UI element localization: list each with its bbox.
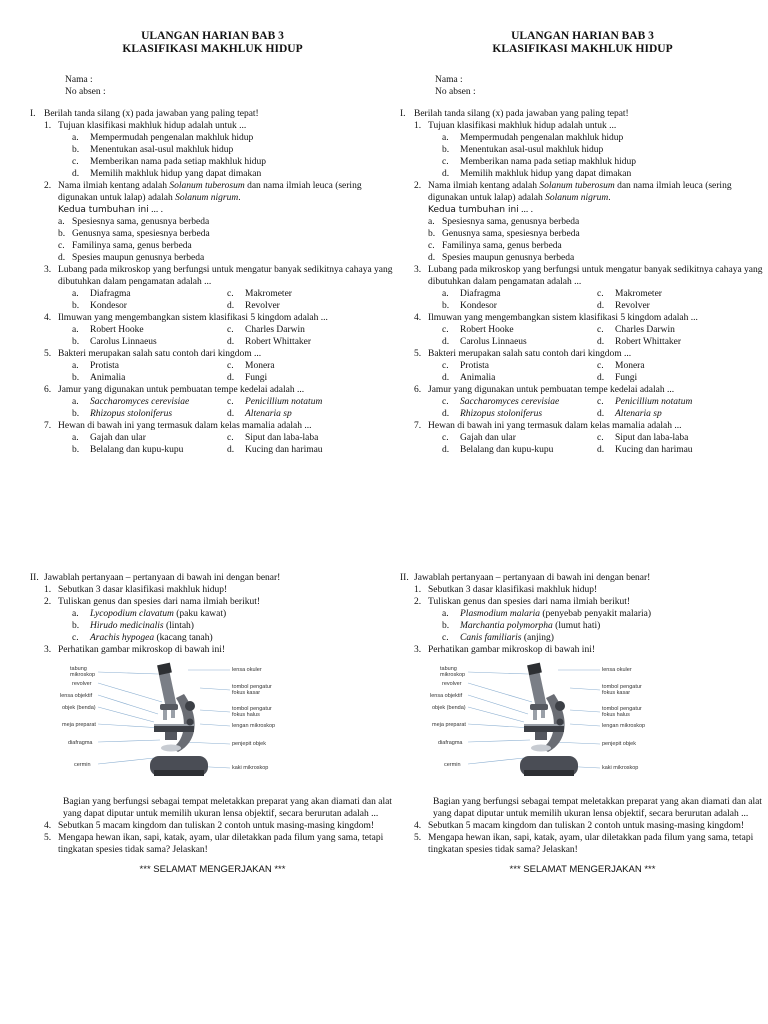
- answer-option: d. Carolus Linnaeus: [442, 337, 527, 347]
- question-note: Kedua tumbuhan ini: [428, 205, 519, 215]
- question-5: 5. Bakteri merupakan salah satu contoh dari kingdom ... a. Protista c. Monera b. Animalia d. Fungi: [44, 348, 395, 384]
- question-list: [400, 120, 765, 456]
- question-3: 3. Lubang pada mikroskop yang berfungsi untuk mengatur banyak sedikitnya cahaya yang dibutuhkan dalam pengamatan adalah ... a. Diafragma c. Makrometer b. Kondesor d. Revolver: [414, 265, 763, 311]
- essay-question-2: 2. Tuliskan genus dan spesies dari nama ilmiah berikut! a. Plasmodium malaria (penyebab penyakit malaria) b. Marchantia polymorpha (lumut hati) c. Canis familiaris (anjing): [414, 596, 765, 644]
- question-text: Ilmuwan yang mengembangkan sistem klasifikasi 5 kingdom adalah ...: [58, 313, 328, 323]
- answer-option: c. Charles Darwin: [227, 325, 305, 335]
- label-cermin: cermin: [74, 762, 91, 768]
- label-objek: objek (benda): [62, 705, 96, 711]
- section-essay: II. Jawablah pertanyaan – pertanyaan di bawah ini dengan benar! 1. Sebutkan 3 dasar klasifikasi makhluk hidup! 2. Tuliskan genus dan spesies dari nama ilmiah berikut! a. Lycopodium clavatum (paku kawat) b. Hirudo medicinalis (lintah) c. Arachis hypogea (kacang tanah) 3. Perhatikan gambar mikroskop di bawah ini! tabung mikroskop revolver lensa objektif objek (benda) meja preparat diafragma cermin lensa okuler tombol pengatur fokus kasar tombol pengatur fokus halus lengan mikroskop penjepit objek kaki mikroskop Bagian yang berfungsi sebagai tempat meletakkan preparat yang akan diamati dan alat yang dapat diputar untuk memilih ukuran lensa objektif, secara berurutan adalah ... 4. Sebutkan 5 macam kingdom dan tuliskan 2 contoh untuk masing-masing kingdom! 5. Mengapa hewan ikan, sapi, katak, ayam, ular diletakkan pada filum yang sama, tetapi tingkatan spesies tidak sama? Jelaskan! *** SELAMAT MENGERJAKAN ***: [30, 572, 395, 876]
- essay-question-3: 3. Perhatikan gambar mikroskop di bawah ini!: [44, 645, 226, 655]
- section-instruction: Jawablah pertanyaan – pertanyaan di bawah ini dengan benar!: [44, 573, 281, 583]
- question-6: 6. Jamur yang digunakan untuk pembuatan tempe kedelai adalah ... a. Saccharomyces cerevisiae c. Penicillium notatum b. Rhizopus stoloniferus d. Altenaria sp: [44, 384, 395, 420]
- question-text: Jamur yang digunakan untuk pembuatan tempe kedelai adalah ...: [58, 385, 305, 395]
- question-text: Bakteri merupakan salah satu contoh dari kingdom ...: [58, 349, 262, 359]
- exam-sheet-right: [400, 30, 765, 876]
- answer-option: d. Animalia: [442, 373, 496, 383]
- label-revolver: revolver: [72, 681, 92, 687]
- question-5: 5. Bakteri merupakan salah satu contoh dari kingdom ... c. Protista c. Monera d. Animalia d. Fungi: [414, 348, 765, 384]
- answer-option: b. Genusnya sama, spesiesnya berbeda: [58, 229, 210, 239]
- question-1: 1. Tujuan klasifikasi makhluk hidup adalah untuk ... a. Mempermudah pengenalan makhluk hidup b. Menentukan asal-usul makhluk hidup c. Memberikan nama pada setiap makhluk hidup d. Memilih makhluk hidup yang dapat dimakan: [44, 120, 395, 180]
- essay-question-4: 4. Sebutkan 5 macam kingdom dan tuliskan 2 contoh untuk masing-masing kingdom!: [414, 821, 745, 831]
- question-note: Kedua tumbuhan ini: [58, 205, 149, 215]
- label-fokus-halus: tombol pengatur fokus halus: [602, 706, 642, 718]
- answer-option: c. Siput dan laba-laba: [597, 433, 689, 443]
- answer-option: c. Penicillium notatum: [597, 397, 693, 407]
- section-multiple-choice: [30, 108, 395, 456]
- label-fokus-kasar: tombol pengatur fokus kasar: [232, 684, 272, 696]
- sub-item: c. Arachis hypogea (kacang tanah): [72, 633, 213, 643]
- answer-option: d. Fungi: [597, 373, 638, 383]
- answer-option: a. Gajah dan ular: [72, 433, 146, 443]
- label-fokus-halus: tombol pengatur fokus halus: [232, 706, 272, 718]
- answer-option: a. Spesiesnya sama, genusnya berbeda: [428, 217, 580, 227]
- question-text: Lubang pada mikroskop yang berfungsi untuk mengatur banyak sedikitnya cahaya yang dibutuhkan dalam pengamatan adalah ...: [428, 265, 763, 287]
- question-text: Ilmuwan yang mengembangkan sistem klasifikasi 5 kingdom adalah ...: [428, 313, 698, 323]
- question-text: Bakteri merupakan salah satu contoh dari kingdom ...: [428, 349, 632, 359]
- question-3-text: Bagian yang berfungsi sebagai tempat meletakkan preparat yang akan diamati dan alat yang dapat diputar untuk memilih ukuran lensa objektif, secara berurutan adalah ...: [63, 797, 392, 819]
- microscope-diagram: [50, 662, 375, 790]
- label-diafragma: diafragma: [438, 740, 463, 746]
- answer-option: c. Protista: [442, 361, 490, 371]
- answer-option: a. Diafragma: [442, 289, 501, 299]
- essay-question-3: 3. Perhatikan gambar mikroskop di bawah ini!: [414, 645, 596, 655]
- answer-option: b. Carolus Linnaeus: [72, 337, 157, 347]
- answer-option: d. Memilih makhluk hidup yang dapat dimakan: [72, 169, 262, 179]
- answer-option: c. Saccharomyces cerevisiae: [442, 397, 560, 407]
- question-text: Lubang pada mikroskop yang berfungsi untuk mengatur banyak sedikitnya cahaya yang dibutuhkan dalam pengamatan adalah ...: [58, 265, 393, 287]
- exam-subtitle: KLASIFIKASI MAKHLUK HIDUP: [122, 43, 303, 55]
- answer-option: d. Revolver: [597, 301, 650, 311]
- label-tabung: tabung mikroskop: [70, 666, 96, 678]
- question-text: Nama ilmiah kentang adalah Solanum tuberosum dan nama ilmiah leuca (sering digunakan untuk lalap) adalah Solanum nigrum.: [58, 181, 362, 203]
- question-text: Hewan di bawah ini yang termasuk dalam kelas mamalia adalah ...: [428, 421, 682, 431]
- section-instruction: Jawablah pertanyaan – pertanyaan di bawah ini dengan benar!: [414, 573, 651, 583]
- exam-subtitle: KLASIFIKASI MAKHLUK HIDUP: [492, 43, 673, 55]
- sub-item: b. Hirudo medicinalis (lintah): [72, 621, 194, 631]
- answer-option: c. Gajah dan ular: [442, 433, 516, 443]
- answer-option: c. Familinya sama, genus berbeda: [428, 241, 562, 251]
- answer-option: d. Spesies maupun genusnya berbeda: [58, 253, 205, 263]
- question-7: 7. Hewan di bawah ini yang termasuk dalam kelas mamalia adalah ... c. Gajah dan ular c. Siput dan laba-laba d. Belalang dan kupu-kupu d. Kucing dan harimau: [414, 420, 765, 456]
- exam-title: ULANGAN HARIAN BAB 3: [141, 30, 284, 42]
- answer-option: c. Monera: [597, 361, 645, 371]
- answer-option: c. Monera: [227, 361, 275, 371]
- label-penjepit: penjepit objek: [602, 741, 636, 747]
- answer-option: b. Menentukan asal-usul makhluk hidup: [72, 145, 234, 155]
- closing-message: *** SELAMAT MENGERJAKAN ***: [509, 864, 656, 875]
- answer-option: b. Animalia: [72, 373, 126, 383]
- question-1: 1. Tujuan klasifikasi makhluk hidup adalah untuk ... a. Mempermudah pengenalan makhluk hidup b. Menentukan asal-usul makhluk hidup c. Memberikan nama pada setiap makhluk hidup d. Memilih makhluk hidup yang dapat dimakan: [414, 120, 765, 180]
- label-meja-preparat: meja preparat: [432, 722, 466, 728]
- answer-option: d. Memilih makhluk hidup yang dapat dimakan: [442, 169, 632, 179]
- question-2: 2. Nama ilmiah kentang adalah Solanum tuberosum dan nama ilmiah leuca (sering digunakan untuk lalap) adalah Solanum nigrum. Kedua tumbuhan ini ... . a. Spesiesnya sama, genusnya berbeda b. Genusnya sama, spesiesnya berbeda c. Familinya sama, genus berbeda d. Spesies maupun genusnya berbeda: [44, 180, 395, 264]
- answer-option: b. Belalang dan kupu-kupu: [72, 445, 184, 455]
- answer-option: c. Siput dan laba-laba: [227, 433, 319, 443]
- answer-option: d. Rhizopus stoloniferus: [442, 409, 543, 419]
- answer-option: d. Kucing dan harimau: [227, 445, 323, 455]
- answer-option: b. Menentukan asal-usul makhluk hidup: [442, 145, 604, 155]
- label-fokus-kasar: tombol pengatur fokus kasar: [602, 684, 642, 696]
- label-objek: objek (benda): [432, 705, 466, 711]
- question-text: Tujuan klasifikasi makhluk hidup adalah untuk ...: [58, 121, 247, 131]
- question-6: 6. Jamur yang digunakan untuk pembuatan tempe kedelai adalah ... c. Saccharomyces cerevisiae c. Penicillium notatum d. Rhizopus stoloniferus d. Altenaria sp: [414, 384, 765, 420]
- answer-option: c. Memberikan nama pada setiap makhluk hidup: [442, 157, 636, 167]
- microscope-icon: [420, 662, 745, 790]
- answer-option: b. Kondesor: [442, 301, 497, 311]
- section-instruction: Berilah tanda silang (x) pada jawaban yang paling tepat!: [44, 109, 259, 119]
- student-number-field: No absen :: [435, 87, 476, 97]
- answer-option: c. Makrometer: [227, 289, 292, 299]
- answer-option: a. Diafragma: [72, 289, 131, 299]
- question-list: [30, 120, 395, 456]
- answer-option: d. Spesies maupun genusnya berbeda: [428, 253, 575, 263]
- question-text: Tujuan klasifikasi makhluk hidup adalah untuk ...: [428, 121, 617, 131]
- answer-option: b. Rhizopus stoloniferus: [72, 409, 173, 419]
- question-7: 7. Hewan di bawah ini yang termasuk dalam kelas mamalia adalah ... a. Gajah dan ular c. Siput dan laba-laba b. Belalang dan kupu-kupu d. Kucing dan harimau: [44, 420, 395, 456]
- essay-question-5: 5. Mengapa hewan ikan, sapi, katak, ayam, ular diletakkan pada filum yang sama, tetapi tingkatan spesies tidak sama? Jelaskan!: [414, 833, 754, 855]
- label-kaki: kaki mikroskop: [232, 765, 269, 771]
- answer-option: d. Altenaria sp: [227, 409, 292, 419]
- sub-item: a. Lycopodium clavatum (paku kawat): [72, 609, 227, 619]
- sub-item: b. Marchantia polymorpha (lumut hati): [442, 621, 601, 631]
- answer-option: c. Penicillium notatum: [227, 397, 323, 407]
- answer-option: d. Kucing dan harimau: [597, 445, 693, 455]
- question-4: 4. Ilmuwan yang mengembangkan sistem klasifikasi 5 kingdom adalah ... c. Robert Hooke c. Charles Darwin d. Carolus Linnaeus d. Robert Whittaker: [414, 312, 765, 348]
- answer-option: a. Robert Hooke: [72, 325, 144, 335]
- answer-option: b. Kondesor: [72, 301, 127, 311]
- student-name-field: Nama :: [435, 75, 463, 85]
- question-3: 3. Lubang pada mikroskop yang berfungsi untuk mengatur banyak sedikitnya cahaya yang dibutuhkan dalam pengamatan adalah ... a. Diafragma c. Makrometer b. Kondesor d. Revolver: [44, 265, 393, 311]
- label-lensa-okuler: lensa okuler: [602, 667, 632, 673]
- answer-option: a. Saccharomyces cerevisiae: [72, 397, 190, 407]
- section-instruction: Berilah tanda silang (x) pada jawaban yang paling tepat!: [414, 109, 629, 119]
- microscope-icon: [50, 662, 375, 790]
- exam-sheet-left: [30, 30, 395, 876]
- question-4: 4. Ilmuwan yang mengembangkan sistem klasifikasi 5 kingdom adalah ... a. Robert Hooke c. Charles Darwin b. Carolus Linnaeus d. Robert Whittaker: [44, 312, 395, 348]
- answer-option: d. Robert Whittaker: [227, 337, 312, 347]
- answer-option: d. Robert Whittaker: [597, 337, 682, 347]
- essay-question-1: 1. Sebutkan 3 dasar klasifikasi makhluk hidup!: [44, 585, 228, 595]
- answer-option: c. Familinya sama, genus berbeda: [58, 241, 192, 251]
- section-number: I.: [30, 109, 36, 119]
- section-essay: II. Jawablah pertanyaan – pertanyaan di bawah ini dengan benar! 1. Sebutkan 3 dasar klasifikasi makhluk hidup! 2. Tuliskan genus dan spesies dari nama ilmiah berikut! a. Plasmodium malaria (penyebab penyakit malaria) b. Marchantia polymorpha (lumut hati) c. Canis familiaris (anjing) 3. Perhatikan gambar mikroskop di bawah ini! tabung mikroskop revolver lensa objektif objek (benda) meja preparat diafragma cermin lensa okuler tombol pengatur fokus kasar tombol pengatur fokus halus lengan mikroskop penjepit objek kaki mikroskop Bagian yang berfungsi sebagai tempat meletakkan preparat yang akan diamati dan alat yang dapat diputar untuk memilih ukuran lensa objektif, secara berurutan adalah ... 4. Sebutkan 5 macam kingdom dan tuliskan 2 contoh untuk masing-masing kingdom! 5. Mengapa hewan ikan, sapi, katak, ayam, ular diletakkan pada filum yang sama, tetapi tingkatan spesies tidak sama? Jelaskan! *** SELAMAT MENGERJAKAN ***: [400, 572, 765, 876]
- exam-title: ULANGAN HARIAN BAB 3: [511, 30, 654, 42]
- label-penjepit: penjepit objek: [232, 741, 266, 747]
- answer-option: a. Protista: [72, 361, 120, 371]
- label-lengan: lengan mikroskop: [602, 723, 646, 729]
- section-number: I.: [400, 109, 406, 119]
- answer-option: a. Spesiesnya sama, genusnya berbeda: [58, 217, 210, 227]
- answer-option: d. Altenaria sp: [597, 409, 662, 419]
- answer-option: c. Makrometer: [597, 289, 662, 299]
- label-diafragma: diafragma: [68, 740, 93, 746]
- answer-option: b. Genusnya sama, spesiesnya berbeda: [428, 229, 580, 239]
- closing-message: *** SELAMAT MENGERJAKAN ***: [139, 864, 286, 875]
- sub-item: a. Plasmodium malaria (penyebab penyakit malaria): [442, 609, 652, 619]
- essay-question-4: 4. Sebutkan 5 macam kingdom dan tuliskan 2 contoh untuk masing-masing kingdom!: [44, 821, 375, 831]
- answer-option: a. Mempermudah pengenalan makhluk hidup: [442, 133, 624, 143]
- label-cermin: cermin: [444, 762, 461, 768]
- label-meja-preparat: meja preparat: [62, 722, 96, 728]
- label-kaki: kaki mikroskop: [602, 765, 639, 771]
- microscope-diagram: [420, 662, 745, 790]
- label-lengan: lengan mikroskop: [232, 723, 276, 729]
- label-lensa-objektif: lensa objektif: [430, 693, 463, 699]
- label-revolver: revolver: [442, 681, 462, 687]
- essay-question-5: 5. Mengapa hewan ikan, sapi, katak, ayam, ular diletakkan pada filum yang sama, tetapi tingkatan spesies tidak sama? Jelaskan!: [44, 833, 384, 855]
- answer-option: c. Memberikan nama pada setiap makhluk hidup: [72, 157, 266, 167]
- answer-option: d. Fungi: [227, 373, 268, 383]
- answer-option: c. Charles Darwin: [597, 325, 675, 335]
- essay-question-1: 1. Sebutkan 3 dasar klasifikasi makhluk hidup!: [414, 585, 598, 595]
- question-text: Nama ilmiah kentang adalah Solanum tuberosum dan nama ilmiah leuca (sering digunakan untuk lalap) adalah Solanum nigrum.: [428, 181, 732, 203]
- answer-option: a. Mempermudah pengenalan makhluk hidup: [72, 133, 254, 143]
- section-multiple-choice: [400, 108, 765, 456]
- essay-question-2: 2. Tuliskan genus dan spesies dari nama ilmiah berikut! a. Lycopodium clavatum (paku kawat) b. Hirudo medicinalis (lintah) c. Arachis hypogea (kacang tanah): [44, 596, 395, 644]
- student-name-field: Nama :: [65, 75, 93, 85]
- sub-item: c. Canis familiaris (anjing): [442, 633, 554, 643]
- answer-option: d. Belalang dan kupu-kupu: [442, 445, 554, 455]
- question-2: 2. Nama ilmiah kentang adalah Solanum tuberosum dan nama ilmiah leuca (sering digunakan untuk lalap) adalah Solanum nigrum. Kedua tumbuhan ini ... . a. Spesiesnya sama, genusnya berbeda b. Genusnya sama, spesiesnya berbeda c. Familinya sama, genus berbeda d. Spesies maupun genusnya berbeda: [414, 180, 765, 264]
- question-text: Jamur yang digunakan untuk pembuatan tempe kedelai adalah ...: [428, 385, 675, 395]
- question-3-text: Bagian yang berfungsi sebagai tempat meletakkan preparat yang akan diamati dan alat yang dapat diputar untuk memilih ukuran lensa objektif, secara berurutan adalah ...: [433, 797, 762, 819]
- label-tabung: tabung mikroskop: [440, 666, 466, 678]
- label-lensa-okuler: lensa okuler: [232, 667, 262, 673]
- answer-option: d. Revolver: [227, 301, 280, 311]
- question-text: Hewan di bawah ini yang termasuk dalam kelas mamalia adalah ...: [58, 421, 312, 431]
- student-number-field: No absen :: [65, 87, 106, 97]
- label-lensa-objektif: lensa objektif: [60, 693, 93, 699]
- answer-option: c. Robert Hooke: [442, 325, 514, 335]
